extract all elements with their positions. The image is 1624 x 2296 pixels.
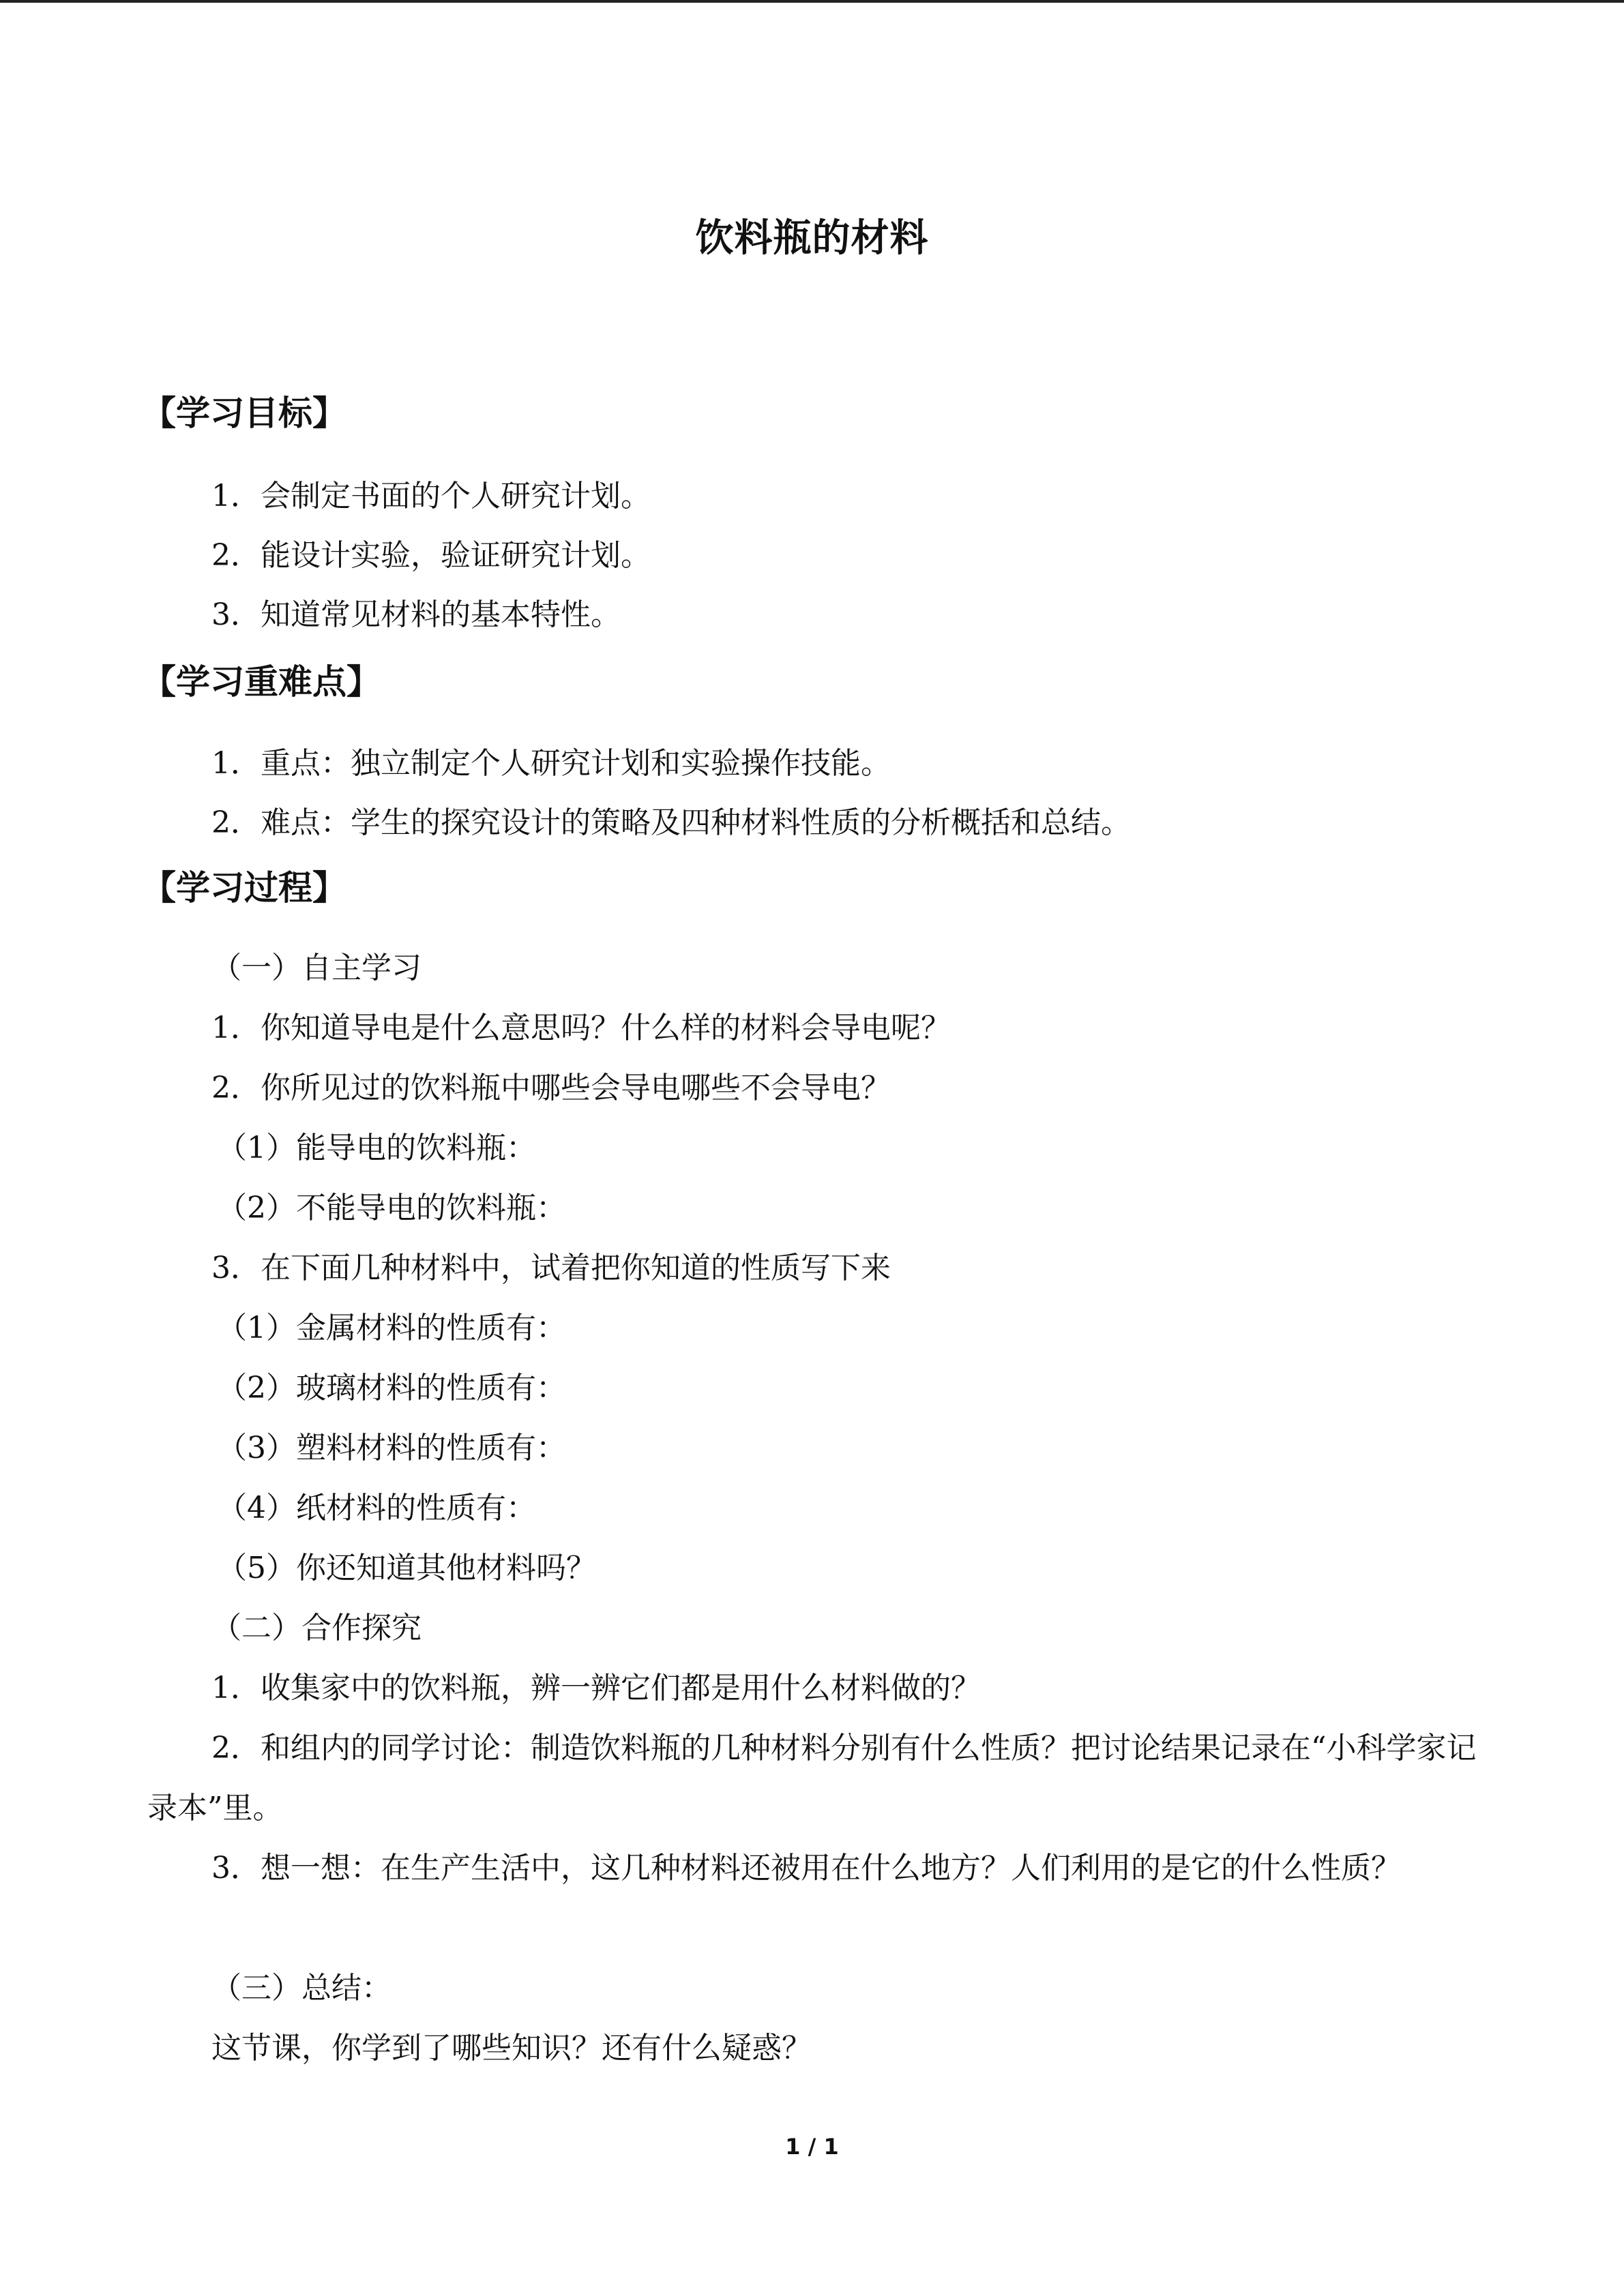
self-study-question-3-sub-5: （5）你还知道其他材料吗？: [217, 1551, 596, 1585]
self-study-question-3-sub-3: （3）塑料材料的性质有：: [217, 1431, 566, 1465]
cooperation-item-2: 2．和组内的同学讨论：制造饮料瓶的几种材料分别有什么性质？把讨论结果记录在“小科学家记录本”里。: [147, 1731, 1477, 1825]
self-study-question-3-sub-2: （2）玻璃材料的性质有：: [217, 1371, 566, 1405]
self-study-question-1: 1．你知道导电是什么意思吗？什么样的材料会导电呢？: [211, 1011, 951, 1045]
page-number: 1 / 1: [785, 2134, 839, 2160]
self-study-question-2: 2．你所见过的饮料瓶中哪些会导电哪些不会导电？: [211, 1071, 891, 1105]
subsection-self-study: （一）自主学习: [211, 951, 422, 985]
self-study-question-3-sub-4: （4）纸材料的性质有：: [217, 1491, 536, 1525]
self-study-question-3: 3．在下面几种材料中，试着把你知道的性质写下来: [211, 1251, 891, 1285]
section-heading-keypoints: 【学习重难点】: [142, 662, 381, 702]
objective-item-1: 1．会制定书面的个人研究计划。: [211, 479, 651, 513]
subsection-summary: （三）总结：: [211, 1971, 392, 2006]
document-title: 饮料瓶的材料: [695, 216, 929, 260]
section-heading-objectives: 【学习目标】: [142, 393, 346, 433]
self-study-question-2-sub-2: （2）不能导电的饮料瓶：: [217, 1191, 566, 1225]
self-study-question-3-sub-1: （1）金属材料的性质有：: [217, 1311, 566, 1345]
keypoint-item-1: 1．重点：独立制定个人研究计划和实验操作技能。: [211, 746, 891, 781]
summary-question: 这节课，你学到了哪些知识？还有什么疑惑？: [211, 2031, 812, 2066]
self-study-question-2-sub-1: （1）能导电的饮料瓶：: [217, 1131, 536, 1165]
cooperation-item-1: 1．收集家中的饮料瓶，辨一辨它们都是用什么材料做的？: [211, 1671, 981, 1705]
subsection-cooperation: （二）合作探究: [211, 1611, 422, 1645]
keypoint-item-2: 2．难点：学生的探究设计的策略及四种材料性质的分析概括和总结。: [211, 805, 1131, 840]
objective-item-3: 3．知道常见材料的基本特性。: [211, 597, 621, 632]
objective-item-2: 2．能设计实验，验证研究计划。: [211, 538, 651, 573]
cooperation-item-3: 3．想一想：在生产生活中，这几种材料还被用在什么地方？人们利用的是它的什么性质？: [211, 1851, 1401, 1885]
section-heading-process: 【学习过程】: [142, 868, 346, 908]
